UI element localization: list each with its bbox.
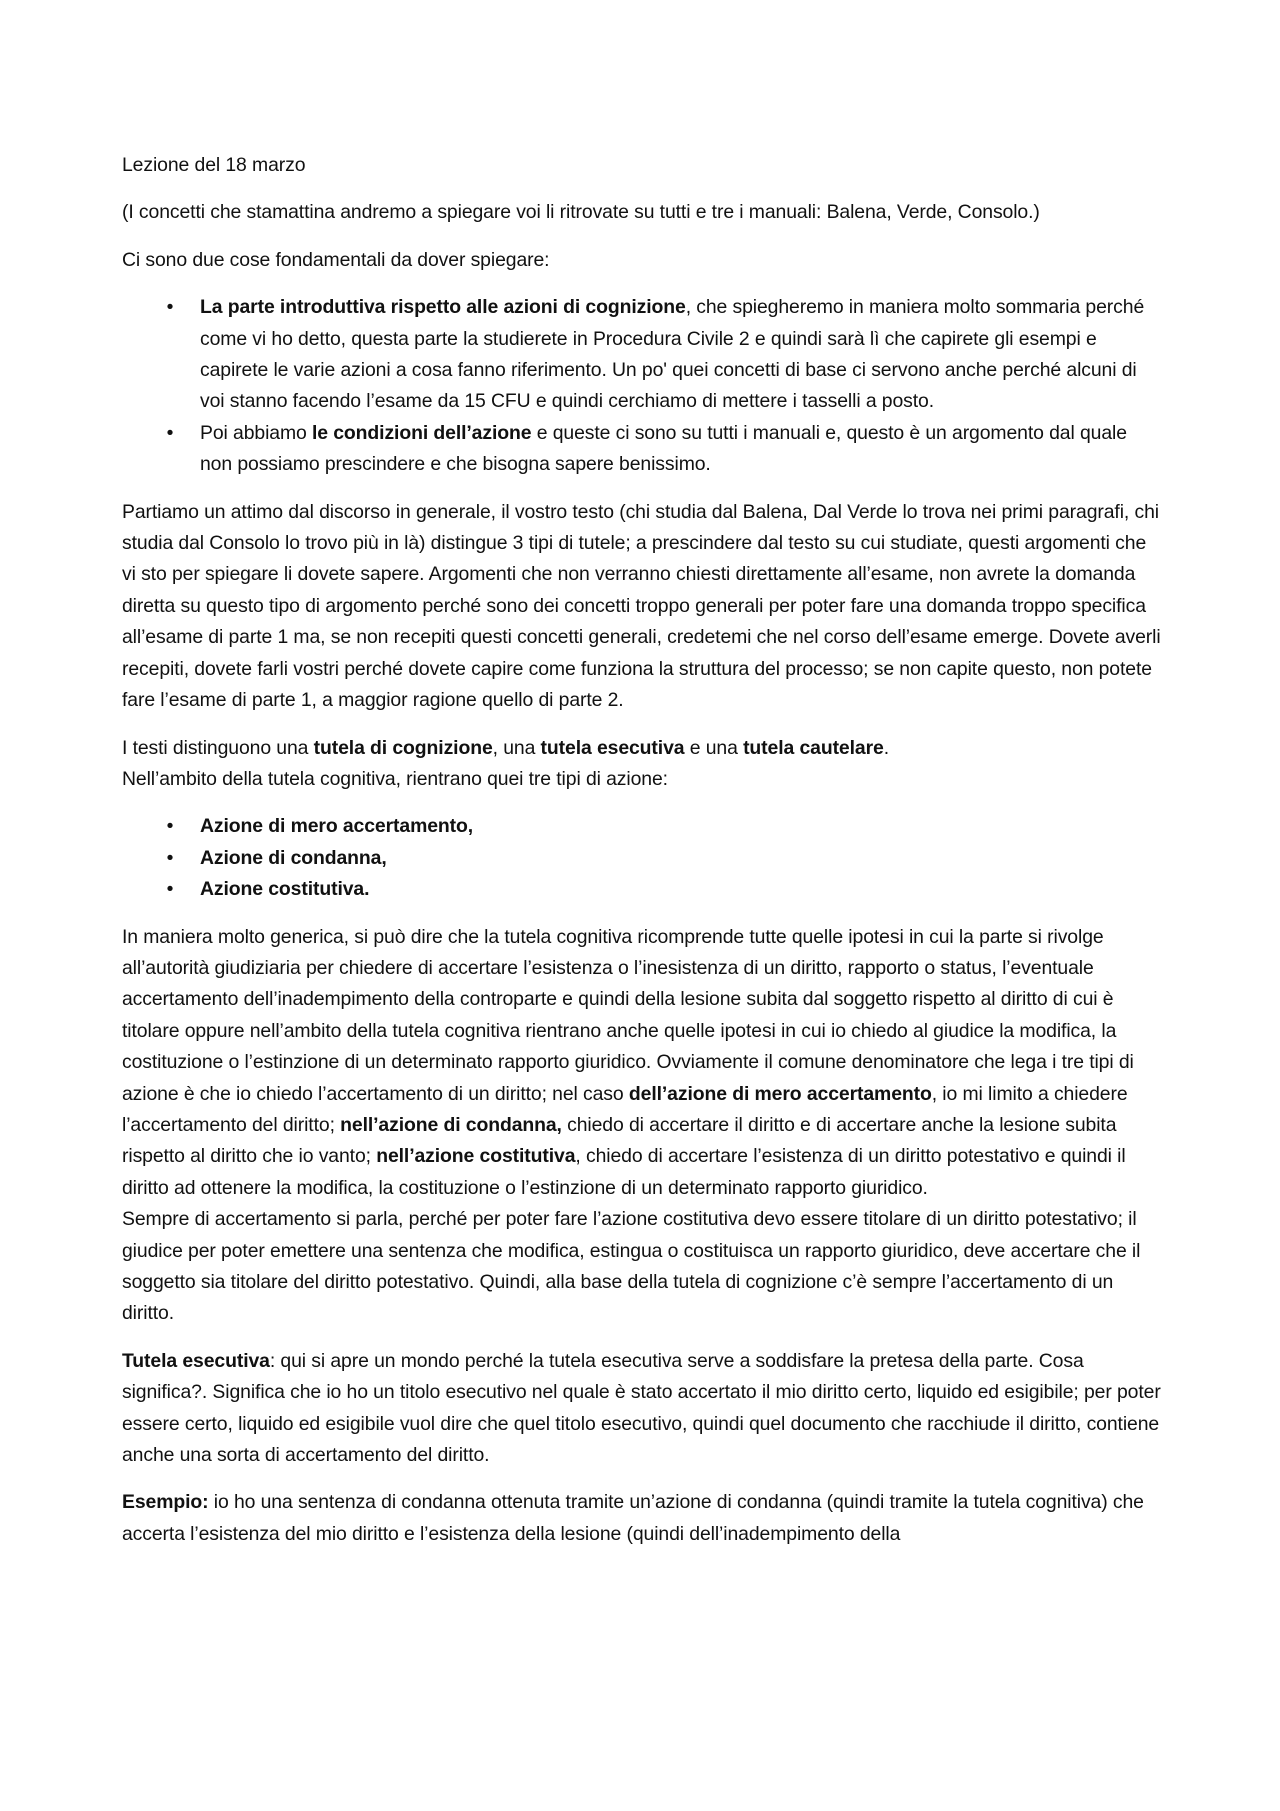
list-item-text: e queste ci sono su tutti i manuali e, questo è un argomento dal quale non possiamo prescindere e che bisogna sapere benissimo. <box>200 421 1127 476</box>
page-title: Lezione del 18 marzo <box>122 154 306 176</box>
list-item-text: , che spiegheremo in maniera molto sommaria perché come vi ho detto, questa parte la studierete in Procedura Civile 2 e quindi sarà lì che capirete gli esempi e capirete le varie azioni a cosa fanno riferimento. Un po' quei concetti di base ci servono anche perché alcuni di voi stanno facendo l’esame da 15 CFU e quindi cerchiamo di mettere i tasselli a posto. <box>200 296 1145 413</box>
list-item <box>122 811 1162 842</box>
bullet-icon: • <box>166 815 174 838</box>
bold-text: Esempio: <box>122 1491 209 1514</box>
text-run: I testi distinguono una <box>122 736 314 759</box>
document-page <box>122 150 1162 1550</box>
lead-paragraph: Ci sono due cose fondamentali da dover spiegare: <box>122 248 550 271</box>
text-run: chiedo di accertare il diritto e di accertare anche la lesione subita rispetto al diritto che io vanto; <box>122 1113 1117 1168</box>
list-item <box>122 418 1162 481</box>
bold-text: tutela cautelare <box>743 736 884 759</box>
bold-text: nell’azione costitutiva <box>376 1145 576 1168</box>
list-item <box>122 874 1162 905</box>
paragraph-tipi-tutela <box>122 733 1162 796</box>
text-run: io ho una sentenza di condanna ottenuta tramite un’azione di condanna (quindi tramite la tutela cognitiva) che accerta l’esistenza del mio diritto e l’esistenza della lesione (quindi dell’inadempimento della <box>122 1491 1144 1545</box>
list-item-text: Poi abbiamo <box>200 421 312 444</box>
text-run: Nell’ambito della tutela cognitiva, rientrano quei tre tipi di azione: <box>122 767 668 790</box>
text-run: , io mi limito a chiedere l’accertamento del diritto; <box>122 1082 1128 1136</box>
bold-text: tutela esecutiva <box>540 736 685 759</box>
intro-paragraph: (I concetti che stamattina andremo a spiegare voi li ritrovate su tutti e tre i manuali: Balena, Verde, Consolo.) <box>122 201 1040 224</box>
text-run: : qui si apre un mondo perché la tutela esecutiva serve a soddisfare la pretesa della parte. Cosa significa?. Significa che io ho un titolo esecutivo nel quale è stato accertato il mio diritto certo, liquido ed esigibile; per poter essere certo, liquido ed esigibile vuol dire che quel titolo esecutivo, quindi quel documento che racchiude il diritto, contiene anche una sorta di accertamento del diritto. <box>122 1349 1161 1467</box>
bullet-icon: • <box>166 878 174 901</box>
bold-text: tutela di cognizione <box>313 736 493 759</box>
text-run: e una <box>684 736 744 759</box>
bullet-icon: • <box>166 421 174 444</box>
list-item <box>122 843 1162 874</box>
bullet-list-2 <box>122 811 1162 905</box>
bold-text: La parte introduttiva rispetto alle azioni di cognizione <box>200 296 686 319</box>
text-run: , chiedo di accertare l’esistenza di un diritto potestativo e quindi il diritto ad ottenere la modifica, la costituzione o l’estinzione di un determinato rapporto giuridico. <box>122 1145 1126 1199</box>
bold-text: Azione di mero accertamento, <box>200 815 474 838</box>
text-run: In maniera molto generica, si può dire che la tutela cognitiva ricomprende tutte quelle ipotesi in cui la parte si rivolge all’autorità giudiziaria per chiedere di accertare l’esistenza o l’inesistenza di un diritto, rapporto o status, l’eventuale accertamento dell’inadempimento della controparte e quindi della lesione subita dal soggetto rispetto al diritto di cui è titolare oppure nell’ambito della tutela cognitiva rientrano anche quelle ipotesi in cui io chiedo al giudice la modifica, la costituzione o l’estinzione di un determinato rapporto giuridico. Ovviamente il comune denominatore che lega i tre tipi di azione è che io chiedo l’accertamento di un diritto; nel caso <box>122 925 1134 1105</box>
bold-text: Tutela esecutiva <box>122 1349 270 1372</box>
bullet-icon: • <box>166 296 174 319</box>
text-run: , una <box>492 736 541 759</box>
paragraph-tutela-cognitiva <box>122 922 1162 1330</box>
list-item <box>122 292 1162 418</box>
bold-text: Azione di condanna, <box>200 846 387 869</box>
paragraph-esempio <box>122 1487 1162 1550</box>
bold-text: dell’azione di mero accertamento <box>628 1082 932 1105</box>
bold-text: nell’azione di condanna, <box>340 1113 562 1136</box>
bullet-list-1 <box>122 292 1162 480</box>
paragraph-tutele: Partiamo un attimo dal discorso in generale, il vostro testo (chi studia dal Balena, Dal Verde lo trova nei primi paragrafi, chi studia dal Consolo lo trovo più in là) distingue 3 tipi di tutele; a prescindere dal testo su cui studiate, questi argomenti che vi sto per spiegare li dovete sapere. Argomenti che non verranno chiesti direttamente all’esame, non avrete la domanda diretta su questo tipo di argomento perché sono dei concetti troppo generali per poter fare una domanda troppo specifica all’esame di parte 1 ma, se non recepiti questi concetti generali, credetemi che nel corso dell’esame emerge. Dovete averli recepiti, dovete farli vostri perché dovete capire come funziona la struttura del processo; se non capite questo, non potete fare l’esame di parte 1, a maggior ragione quello di parte 2. <box>122 500 1161 712</box>
text-run: . <box>883 736 890 759</box>
bullet-icon: • <box>166 846 174 869</box>
bold-text: Azione costitutiva. <box>200 878 370 901</box>
bold-text: le condizioni dell’azione <box>311 421 532 444</box>
paragraph-tutela-esecutiva <box>122 1346 1162 1472</box>
text-run: Sempre di accertamento si parla, perché per poter fare l’azione costitutiva devo essere titolare di un diritto potestativo; il giudice per poter emettere una sentenza che modifica, estingua o costituisca un rapporto giuridico, deve accertare che il soggetto sia titolare del diritto potestativo. Quindi, alla base della tutela di cognizione c’è sempre l’accertamento di un diritto. <box>122 1208 1141 1325</box>
